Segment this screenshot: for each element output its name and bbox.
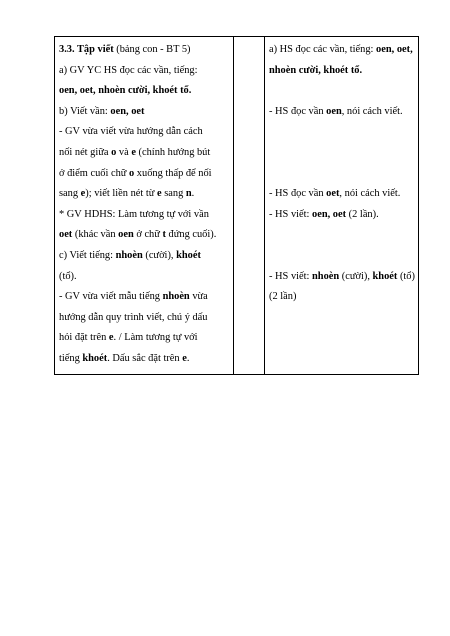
bold-text: khoét <box>372 270 398 282</box>
text: (2 lần). <box>346 208 379 220</box>
line <box>59 349 228 370</box>
text: - HS viết: <box>269 208 313 220</box>
text: sang <box>59 188 81 200</box>
line <box>59 40 228 61</box>
line: (2 lần) <box>269 291 297 303</box>
line: a) GV YC HS đọc các vần, tiếng: <box>59 64 198 76</box>
bold-text: e <box>157 188 162 200</box>
bold-text: t <box>162 229 166 241</box>
bold-text: oen, oet, <box>376 44 413 55</box>
line <box>269 102 413 123</box>
text: , nói cách viết. <box>339 188 401 200</box>
spacer <box>269 246 413 267</box>
section-heading: 3.3. Tập viết <box>59 44 114 55</box>
bold-text: nhoèn <box>115 249 143 261</box>
spacer <box>269 143 413 164</box>
text: đứng cuối). <box>165 229 217 241</box>
spacer <box>269 225 413 246</box>
text: nối nét giữa <box>59 146 112 158</box>
text: , nói cách viết. <box>341 105 403 117</box>
line <box>59 287 228 308</box>
bold-text: n <box>185 188 192 200</box>
text: (tổ) <box>397 270 415 282</box>
table-row <box>55 37 419 375</box>
line <box>269 61 413 82</box>
line: - GV vừa viết vừa hướng dẫn cách <box>59 126 203 138</box>
text: (chính hướng bút <box>135 146 211 158</box>
bold-text: khoét <box>82 352 108 364</box>
line <box>59 184 228 205</box>
line <box>269 40 413 61</box>
line: (tổ). <box>59 270 77 282</box>
text: ở điểm cuối chữ <box>59 167 129 179</box>
text: b) Viết vần: <box>59 105 111 117</box>
text: c) Viết tiếng: <box>59 249 116 261</box>
text: - GV vừa viết mẫu tiếng <box>59 291 163 303</box>
text: - HS viết: <box>269 270 313 282</box>
text: ở chữ <box>133 229 163 241</box>
bold-text: o <box>129 167 135 179</box>
text: . / Làm tương tự với <box>113 332 198 344</box>
text: (cười), <box>339 270 373 282</box>
lesson-table <box>54 36 419 375</box>
spacer <box>269 164 413 185</box>
line <box>59 164 228 185</box>
text: . Dấu sắc đặt trên <box>107 352 183 364</box>
bold-text: e <box>108 332 114 344</box>
bold-text: e <box>80 188 86 200</box>
bold-text: oen, oet, nhoèn cười, khoét tổ. <box>59 85 192 97</box>
bold-text: oet <box>326 188 340 200</box>
text: sang <box>161 188 186 200</box>
text: a) HS đọc các vần, tiếng: <box>269 44 377 55</box>
line <box>59 225 228 246</box>
empty-cell <box>234 37 265 375</box>
text: và <box>116 146 132 158</box>
text: (bảng con - BT 5) <box>113 44 191 55</box>
text: - HS đọc vần <box>269 105 327 117</box>
line <box>59 102 228 123</box>
bold-text: e <box>131 146 136 158</box>
line <box>269 205 413 226</box>
line <box>59 143 228 164</box>
line: * GV HDHS: Làm tương tự với vần <box>59 208 209 220</box>
text: xuống thấp để nối <box>134 167 212 179</box>
line <box>269 184 413 205</box>
line: hướng dẫn quy trình viết, chú ý dấu <box>59 311 208 323</box>
student-activities-cell <box>265 37 419 375</box>
bold-text: oen, oet <box>110 105 145 117</box>
spacer <box>269 81 413 102</box>
bold-text: nhoèn cười, khoét tổ. <box>269 64 363 76</box>
line <box>59 246 228 267</box>
text: (cười), <box>142 249 177 261</box>
teacher-activities-cell <box>55 37 234 375</box>
text: - HS đọc vần <box>269 188 327 200</box>
line <box>269 267 413 288</box>
spacer <box>269 122 413 143</box>
text: ); viết liền nét từ <box>85 188 157 200</box>
text: . <box>191 188 195 200</box>
line <box>59 328 228 349</box>
text: . <box>186 352 190 364</box>
line <box>59 81 228 102</box>
bold-text: nhoèn <box>312 270 340 282</box>
bold-text: oen <box>118 229 134 241</box>
bold-text: oen <box>326 105 342 117</box>
text: (khác vần <box>72 229 119 241</box>
bold-text: oen, oet <box>312 208 347 220</box>
text: vừa <box>189 291 208 303</box>
bold-text: nhoèn <box>162 291 190 303</box>
bold-text: khoét <box>176 249 201 261</box>
bold-text: o <box>111 146 117 158</box>
bold-text: oet <box>59 229 73 241</box>
bold-text: e <box>182 352 187 364</box>
text: hỏi đặt trên <box>59 332 109 344</box>
text: tiếng <box>59 352 83 364</box>
